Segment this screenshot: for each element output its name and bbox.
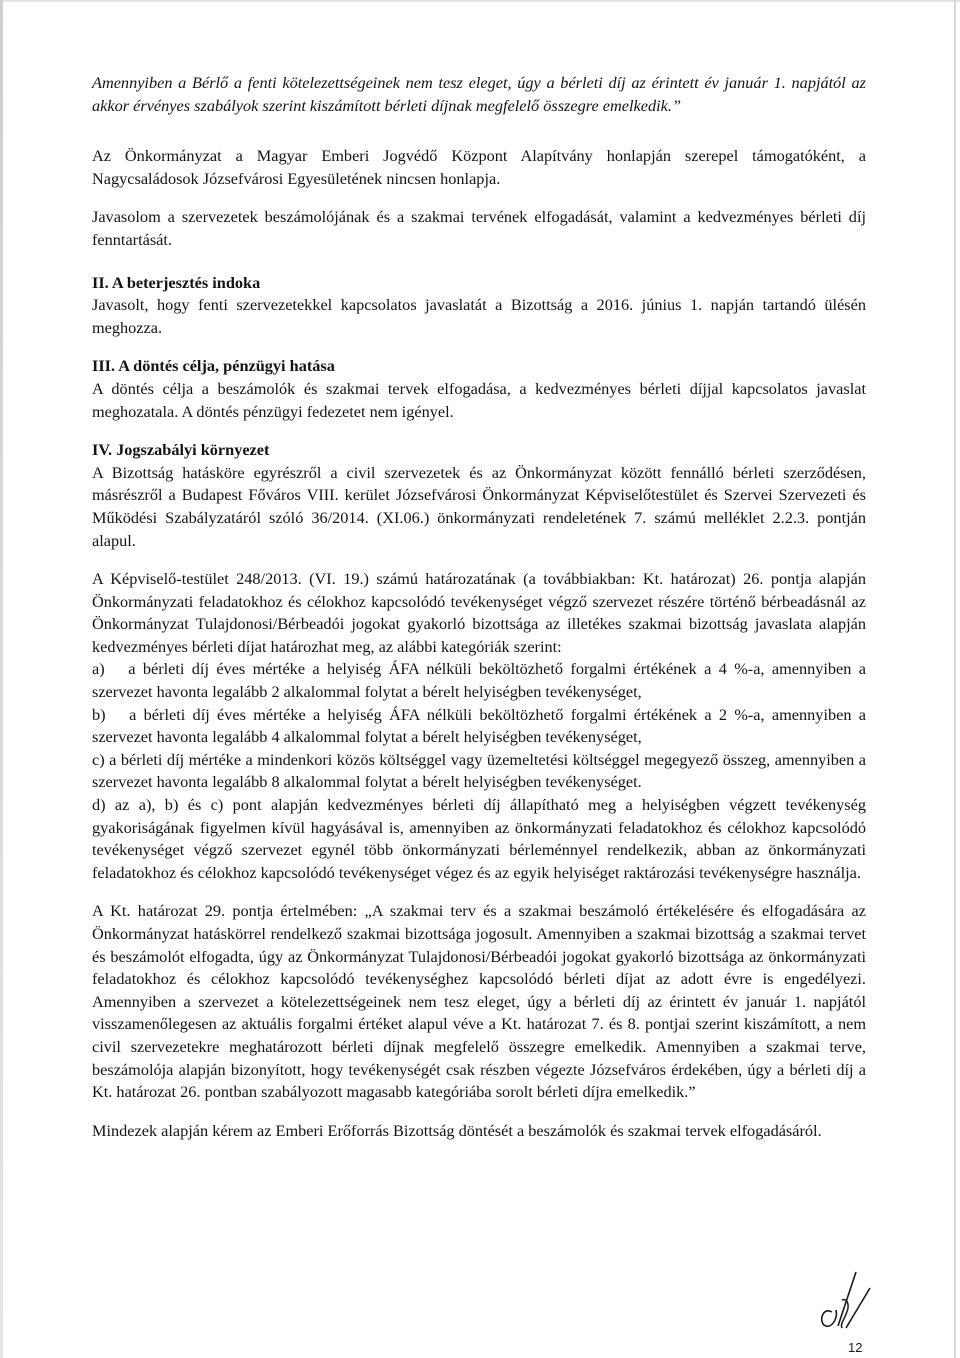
paragraph-kt-intro: A Képviselő-testület 248/2013. (VI. 19.) számú határozatának (a továbbiakban: Kt. határozat) 26. pontja alapján Önkormányzati feladatokhoz és célokhoz kapcsolódó tevékenységet végző szervezet részére történő bérbeadásnál az Önkormányzat Tulajdonosi/Bérbeadói jogokat gyakorló bizottsága az illetékes szakmai bizottság javaslata alapján kedvezményes bérleti díjat határozhat meg, az alábbi kategóriák szerint: — [92, 569, 866, 656]
section-text-purpose: A döntés célja a beszámolók és szakmai tervek elfogadása, a kedvezményes bérleti díjjal kapcsolatos javaslat meghozatala. A döntés pénzügyi fedezetet nem igényel. — [92, 378, 866, 421]
scan-edge-right — [954, 0, 956, 1358]
signature-mark — [812, 1266, 882, 1356]
intro-quote: Amennyiben a Bérlő a fenti kötelezettségeinek nem tesz eleget, úgy a bérleti díj az érintett év január 1. napjától az akkor érvényes szabályok szerint kiszámított bérleti díjnak megfelelő összegre emelkedik.” — [92, 73, 866, 115]
document-body — [92, 72, 866, 1142]
list-item-c: c) a bérleti díj mértéke a mindenkori közös költséggel vagy üzemeltetési költséggel megegyező összeg, amennyiben a szervezet havonta legalább 8 alkalommal folytat a bérelt helyiségben tevékenységet. — [92, 749, 866, 792]
scan-edge-left — [0, 0, 3, 1358]
section-text-reason: Javasolt, hogy fenti szervezetekkel kapcsolatos javaslatát a Bizottság a 2016. június 1. napján tartandó ülésén meghozza. — [92, 295, 866, 337]
section-heading-reason: II. A beterjesztés indoka — [92, 272, 261, 292]
list-item-b: b) a bérleti díj éves mértéke a helyiség ÁFA nélküli beköltözhető forgalmi értékének a 2 %-a, amennyiben a szervezet havonta legalább 4 alkalommal folytat a bérelt helyiségben tevékenységet, — [92, 704, 866, 747]
list-item-d: d) az a), b) és c) pont alapján kedvezményes bérleti díj állapítható meg a helyiségben végzett tevékenység gyakoriságának figyelmen kívül hagyásával is, amennyiben az önkormányzati feladatokhoz és célokhoz kapcsolódó tevékenységet végző szervezet egynél több önkormányzati bérleménnyel rendelkezik, abban az önkormányzati feladatokhoz és célokhoz kapcsolódó tevékenységet végez és az egyik helyiséget raktározási tevékenységre használja. — [92, 795, 866, 882]
section-heading-legal: IV. Jogszabályi környezet — [92, 440, 270, 460]
paragraph-kt29: A Kt. határozat 29. pontja értelmében: „A szakmai terv és a szakmai beszámoló értékelésére és elfogadására az Önkormányzat hatáskörrel rendelkező szakmai bizottsága jogosult. Amennyiben a szakmai bizottság a szakmai tervet és beszámolót elfogadta, úgy az Önkormányzat Tulajdonosi/Bérbeadói jogokat gyakorló bizottsága az önkormányzati feladatokhoz és célokhoz kapcsolódó tevékenységhez kapcsolódó bérleti díjat az adott évre is engedélyezi. Amennyiben a szervezet a kötelezettségeinek nem tesz eleget, úgy a bérleti díj az érintett év január 1. napjától visszamenőlegesen az aktuális forgalmi értéket alapul véve a Kt. határozat 7. és 8. pontjai szerint kiszámított, a nem civil szervezetekre meghatározott bérleti díjnak megfelelő összegre emelkedik. Amennyiben a szakmai terve, beszámolója alapján bizonyított, hogy tevékenységét csak részben végezte Józsefváros érdekében, úgy a bérleti díj a Kt. határozat 26. pontban szabályozott magasabb kategóriába sorolt bérleti díjra emelkedik.” — [92, 901, 866, 1102]
paragraph-support: Az Önkormányzat a Magyar Emberi Jogvédő Központ Alapítvány honlapján szerepel támogatóként, a Nagycsaládosok Józsefvárosi Egyesületének nincsen honlapja. — [92, 146, 866, 188]
signature-number: 12 — [848, 1340, 863, 1355]
scan-edge-top — [0, 0, 960, 2]
section-heading-purpose: III. A döntés célja, pénzügyi hatása — [92, 356, 335, 376]
section-text-legal: A Bizottság hatásköre egyrészről a civil szervezetek és az Önkormányzat között fennálló bérleti szerződésen, másrészről a Budapest Főváros VIII. kerület Józsefvárosi Önkormányzat Képviselőtestület és Szervei Szervezeti és Működési Szabályzatáról szóló 36/2014. (XI.06.) önkormányzati rendeletének 7. számú melléklet 2.2.3. pontján alapul. — [92, 462, 866, 550]
paragraph-closing: Mindezek alapján kérem az Emberi Erőforrás Bizottság döntését a beszámolók és szakmai tervek elfogadásáról. — [92, 1120, 822, 1140]
list-item-a: a) a bérleti díj éves mértéke a helyiség ÁFA nélküli beköltözhető forgalmi értékének a 4 %-a, amennyiben a szervezet havonta legalább 2 alkalommal folytat a bérelt helyiségben tevékenységet, — [92, 659, 866, 702]
paragraph-proposal: Javasolom a szervezetek beszámolójának és a szakmai tervének elfogadását, valamint a kedvezményes bérleti díj fenntartását. — [92, 207, 866, 249]
